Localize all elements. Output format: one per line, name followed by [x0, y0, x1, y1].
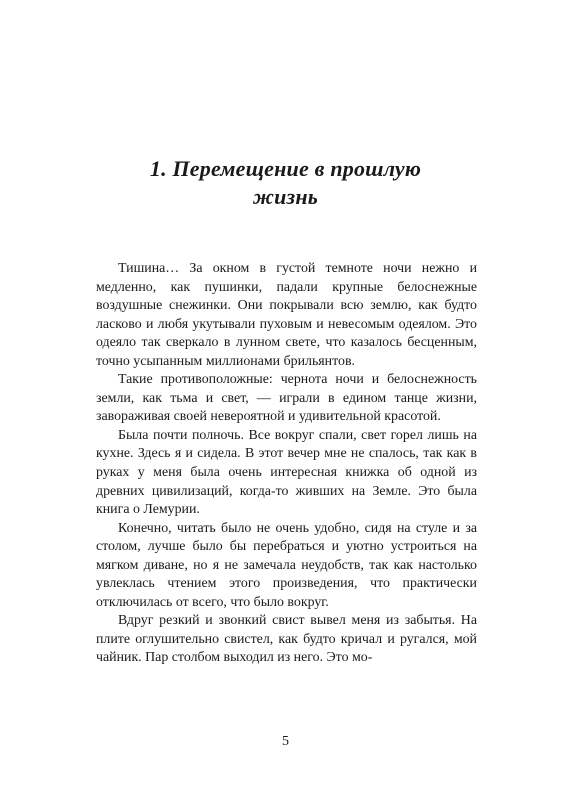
chapter-title — [60, 155, 511, 211]
page-number: 5 — [282, 734, 289, 749]
paragraph-1: Тишина… За окном в густой темноте ночи нежно и медленно, как пушинки, падали крупные белоснежные воздушные снежинки. Они покрывали всю землю, как будто ласково и любя укутывали пуховым и невесомым одеялом. Это одеяло так сверкало в лунном свете, что казалось бесценным, точно усыпанным миллионами брильянтов. — [96, 261, 477, 369]
chapter-title-line-2: жизнь — [252, 184, 319, 209]
chapter-body — [96, 260, 477, 668]
chapter-title-line-1: 1. Перемещение в прошлую — [149, 156, 422, 181]
paragraph-2: Такие противоположные: чернота ночи и белоснежность земли, как тьма и свет, — играли в едином танце жизни, завораживая своей невероятной и удивительной красотой. — [96, 372, 477, 425]
paragraph-5: Вдруг резкий и звонкий свист вывел меня из забытья. На плите оглушительно свистел, как будто кричал и ругался, мой чайник. Пар столбом выходил из него. Это мо- — [96, 613, 477, 666]
paragraph-3: Была почти полночь. Все вокруг спали, свет горел лишь на кухне. Здесь я и сидела. В этот вечер мне не спалось, так как в руках у меня была очень интересная книжка об одной из древних цивилизаций, когда-то живших на Земле. Это была книга о Лемурии. — [96, 427, 477, 518]
paragraph-4: Конечно, читать было не очень удобно, сидя на стуле и за столом, лучше было бы перебраться и уютно устроиться на мягком диване, но я не замечала неудобств, так как настолько увлеклась чтением этого произведения, что практически отключилась от всего, что было вокруг. — [96, 520, 477, 610]
